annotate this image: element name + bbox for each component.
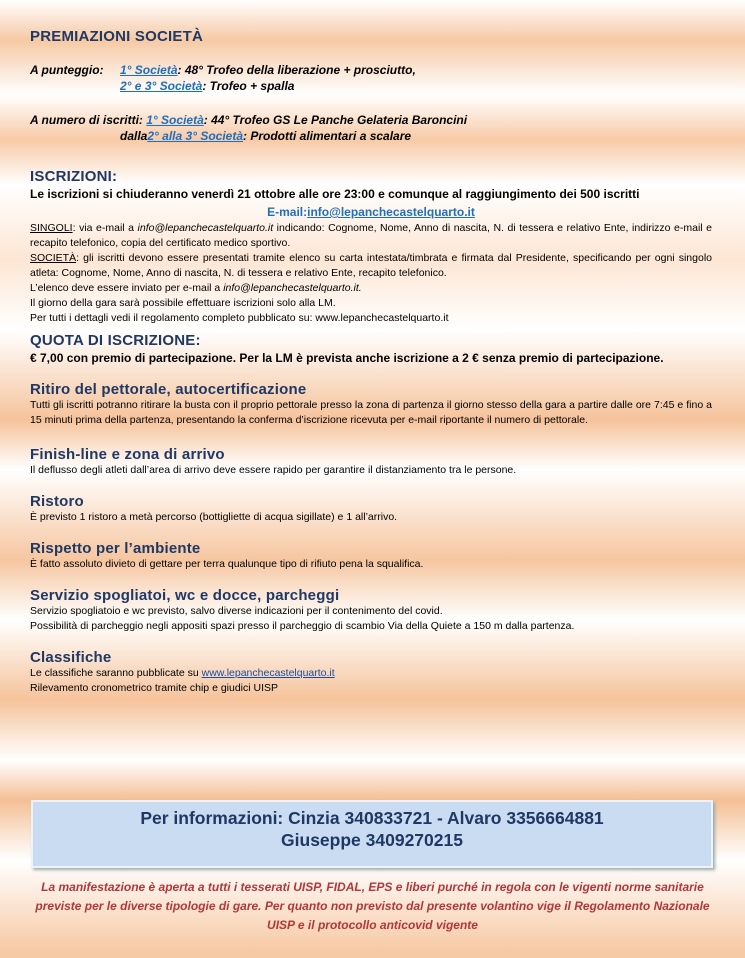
punteggio-label: A punteggio: — [30, 63, 104, 77]
premi-iscritti — [30, 112, 712, 128]
ambiente-title: Rispetto per l’ambiente — [30, 540, 201, 557]
premio-1-text: : 48° Trofeo della liberazione + prosciutto, — [177, 63, 416, 77]
finish-title: Finish-line e zona di arrivo — [30, 446, 225, 463]
societa-label: SOCIETÀ — [30, 252, 77, 264]
giorno-text: Il giorno della gara sarà possibile effettuare iscrizioni solo alla LM. — [30, 297, 336, 309]
classifiche-line2: Rilevamento cronometrico tramite chip e giudici UISP — [30, 682, 279, 694]
servizi-line2: Possibilità di parcheggio negli appositi spazi presso il parcheggio di scambio Via della Quiete a 150 m dalla partenza. — [30, 620, 575, 632]
iscritti-label: A numero di iscritti: — [30, 113, 143, 127]
elenco-email: info@lepanchecastelquarto.it. — [223, 282, 362, 294]
iscritti-1-link[interactable]: 1° Società — [146, 113, 204, 127]
finish-text: Il deflusso degli atleti dall’area di arrivo deve essere rapido per garantire il distanziamento tra le persone. — [30, 464, 517, 476]
iscrizioni-closing: Le iscrizioni si chiuderanno venerdì 21 ottobre alle ore 23:00 e comunque al raggiungimento dei 500 iscritti — [30, 187, 640, 201]
premio-2-link[interactable]: 2° e 3° Società — [120, 79, 203, 93]
classifiche-title: Classifiche — [30, 649, 112, 666]
iscritti-2-text: : Prodotti alimentari a scalare — [243, 129, 412, 143]
ritiro-text: Tutti gli iscritti potranno ritirare la busta con il proprio pettorale presso la zona di partenza il giorno stesso della gara a partire dalle ore 7:45 e fino a 15 minuti prima della partenza, presentando la conferma d’iscrizione ricevuta per e-mail riportante il numero di pettorale. — [30, 399, 712, 426]
singoli-a: : via e-mail a — [72, 222, 138, 234]
servizi-title: Servizio spogliatoi, wc e docce, parcheggi — [30, 587, 340, 604]
societa-body: : gli iscritti devono essere presentati tramite elenco su carta intestata/timbrata e firmata dal Presidente, specificando per ogni singolo atleta: Cognome, Nome, Anno di nascita, N. di tessera e relativo Ente, recapito telefonico. — [30, 252, 712, 279]
premi-punteggio — [30, 62, 712, 78]
iscrizioni-title: ISCRIZIONI: — [30, 168, 118, 185]
quota-text: € 7,00 con premio di partecipazione. Per la LM è prevista anche iscrizione a 2 € senza premio di partecipazione. — [30, 351, 664, 365]
elenco-text — [30, 281, 712, 296]
email-label: E-mail: — [267, 205, 308, 219]
elenco-a: L’elenco deve essere inviato per e-mail a — [30, 282, 224, 294]
classifiche-link[interactable]: www.lepanchecastelquarto.it — [201, 667, 335, 679]
singoli-label: SINGOLI — [30, 222, 73, 234]
premi-iscritti-2 — [30, 128, 712, 144]
ambiente-text: È fatto assoluto divieto di gettare per terra qualunque tipo di rifiuto pena la squalifica. — [30, 558, 424, 570]
singoli-email: info@lepanchecastelquarto.it — [137, 222, 274, 234]
footer-note: La manifestazione è aperta a tutti i tesserati UISP, FIDAL, EPS e liberi purché in regola con le vigenti norme sanitarie previste per le diverse tipologie di gare. Per quanto non previsto dal presente volantino vige il Regolamento Nazionale UISP e il protocollo anticovid vigente — [35, 880, 710, 932]
iscritti-2-prefix: dalla — [120, 129, 148, 143]
premio-1-link[interactable]: 1° Società — [120, 63, 178, 77]
ristoro-title: Ristoro — [30, 493, 84, 510]
iscritti-2-link[interactable]: 2° alla 3° Società — [147, 129, 244, 143]
classifiche-a: Le classifiche saranno pubblicate su — [30, 667, 202, 679]
premio-2-text: : Trofeo + spalla — [202, 79, 295, 93]
societa-text — [30, 251, 712, 281]
premi-punteggio-2 — [30, 78, 712, 94]
servizi-line1: Servizio spogliatoio e wc previsto, salvo diverse indicazioni per il contenimento del covid. — [30, 605, 443, 617]
dettagli-text: Per tutti i dettagli vedi il regolamento completo pubblicato su: www.lepanchecastelquarto.it — [30, 312, 449, 324]
premiazioni-title: PREMIAZIONI SOCIETÀ — [30, 28, 203, 45]
email-link[interactable]: info@lepanchecastelquarto.it — [307, 205, 475, 219]
ristoro-text: È previsto 1 ristoro a metà percorso (bottigliette di acqua sigillate) e 1 all’arrivo. — [30, 511, 398, 523]
singoli-b: indicando: Cognome, Nome, Anno di nascita, N. di tessera e relativo Ente, indirizzo e-mail e recapito telefonico, copia del certificato medico sportivo. — [30, 222, 713, 249]
iscrizioni-email — [30, 204, 712, 221]
info-line2: Giuseppe 3409270215 — [281, 830, 463, 850]
singoli-text — [30, 221, 712, 251]
info-box — [31, 800, 713, 868]
quota-title: QUOTA DI ISCRIZIONE: — [30, 332, 201, 349]
ritiro-title: Ritiro del pettorale, autocertificazione — [30, 381, 307, 398]
flyer-content — [30, 22, 712, 696]
info-line1: Per informazioni: Cinzia 340833721 - Alvaro 3356664881 — [140, 808, 604, 828]
classifiche-text — [30, 666, 712, 681]
iscritti-1-text: : 44° Trofeo GS Le Panche Gelateria Baroncini — [203, 113, 468, 127]
